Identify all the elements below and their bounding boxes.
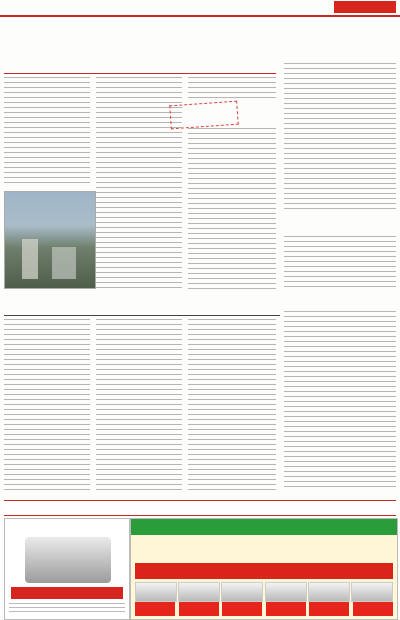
right-article-1 [284,63,396,213]
right-article-3 [284,311,396,489]
product-image [351,582,393,602]
ad-fine-print [9,603,125,615]
article2-col3 [188,319,276,493]
article2-col1 [4,319,90,493]
price-tag [353,602,393,616]
ad-right-banner [191,537,331,559]
stamp [169,101,239,130]
article2-col2 [96,319,182,493]
news-photo [4,191,96,289]
headline-rule [4,73,276,74]
article1-col3 [188,77,276,99]
price-tag [135,602,175,616]
price-tag [266,602,306,616]
product-image [178,582,220,602]
headline-2-rule [4,315,280,316]
ad-right-offer [135,563,393,579]
price-row [135,602,393,616]
ad-product-image [25,537,111,583]
slogan-banner [4,500,396,516]
product-image [221,582,263,602]
ad-price-banner [11,587,123,599]
photo-detail [22,239,38,279]
article1-col3b [188,128,276,291]
price-tag [179,602,219,616]
price-tag [309,602,349,616]
product-image [308,582,350,602]
product-row [135,582,393,600]
ad-left [4,518,130,620]
masthead-rule [0,15,400,17]
product-image [135,582,177,602]
product-image [265,582,307,602]
masthead [0,0,400,14]
paper-logo [334,1,396,13]
photo-detail [52,247,76,279]
price-tag [222,602,262,616]
ad-right [130,518,398,620]
ad-right-header [131,519,398,535]
article1-col1 [4,77,90,187]
right-article-2 [284,236,396,290]
